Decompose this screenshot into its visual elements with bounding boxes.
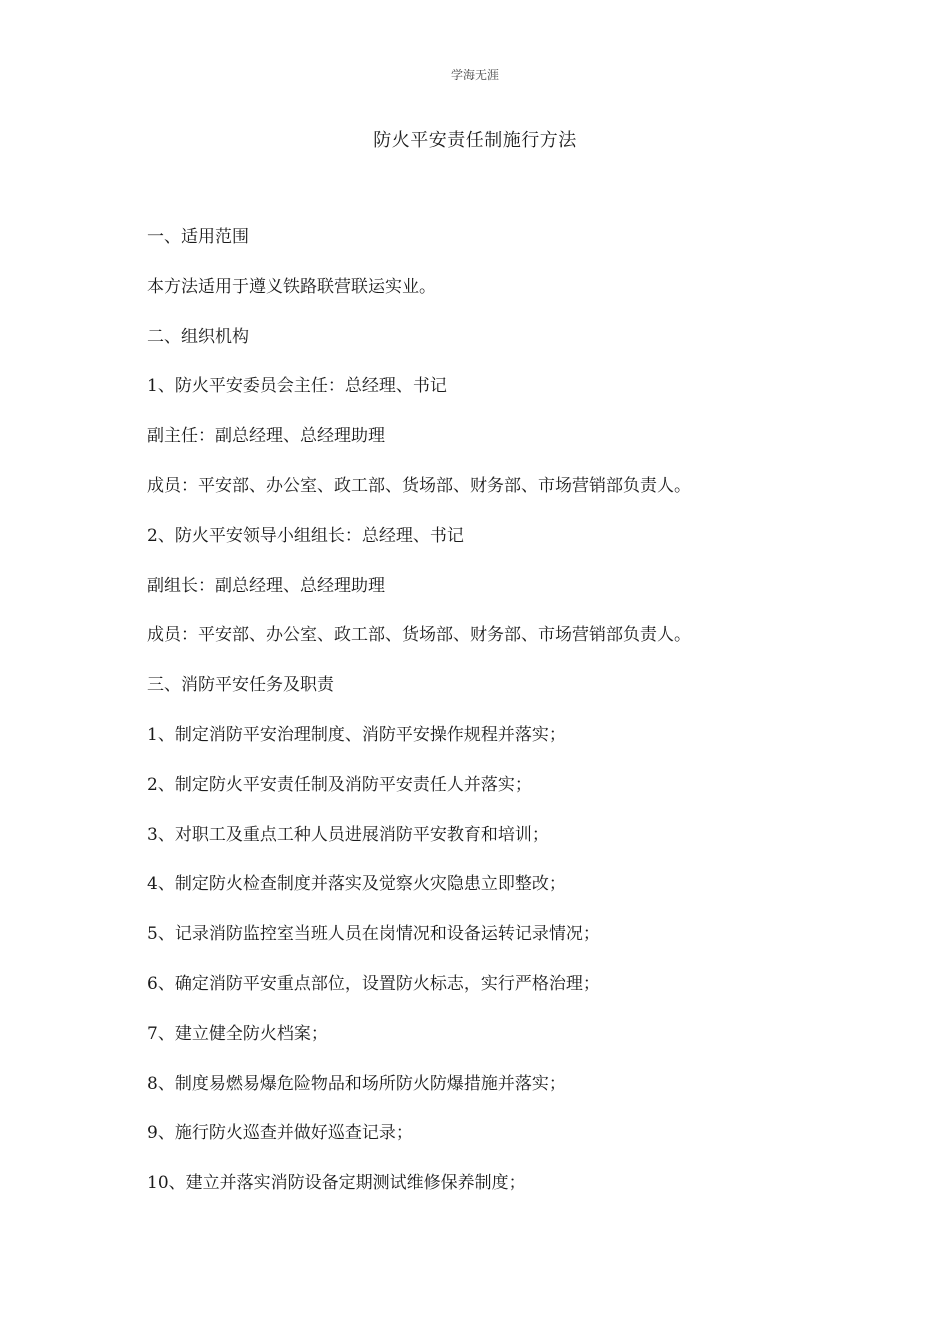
list-item: 3、对职工及重点工种人员进展消防平安教育和培训； [147,824,549,845]
section-heading-duties: 三、消防平安任务及职责 [147,675,334,696]
list-item: 8、制度易燃易爆危险物品和场所防火防爆措施并落实； [147,1073,566,1094]
document-body [147,224,847,1220]
paragraph: 本方法适用于遵义铁路联营联运实业。 [147,276,436,297]
list-item: 5、记录消防监控室当班人员在岗情况和设备运转记录情况； [147,924,600,945]
list-item: 7、建立健全防火档案； [147,1023,328,1044]
paragraph: 1、防火平安委员会主任：总经理、书记 [147,376,447,397]
paragraph: 成员：平安部、办公室、政工部、货场部、财务部、市场营销部负责人。 [147,475,691,496]
list-item: 9、施行防火巡查并做好巡查记录； [147,1123,413,1144]
list-item: 4、制定防火检查制度并落实及觉察火灾隐患立即整改； [147,874,566,895]
paragraph: 副主任：副总经理、总经理助理 [147,426,385,447]
paragraph: 2、防火平安领导小组组长：总经理、书记 [147,525,464,546]
list-item: 6、确定消防平安重点部位，设置防火标志，实行严格治理； [147,973,600,994]
list-item: 2、制定防火平安责任制及消防平安责任人并落实； [147,774,532,795]
list-item: 1、制定消防平安治理制度、消防平安操作规程并落实； [147,724,566,745]
paragraph: 副组长：副总经理、总经理助理 [147,575,385,596]
page-header: 学海无涯 [450,68,499,82]
section-heading-organization: 二、组织机构 [147,326,249,347]
document-title: 防火平安责任制施行方法 [373,130,577,151]
section-heading-scope: 一、适用范围 [147,227,249,247]
list-item: 10、建立并落实消防设备定期测试维修保养制度； [147,1173,526,1194]
paragraph: 成员：平安部、办公室、政工部、货场部、财务部、市场营销部负责人。 [147,625,691,646]
